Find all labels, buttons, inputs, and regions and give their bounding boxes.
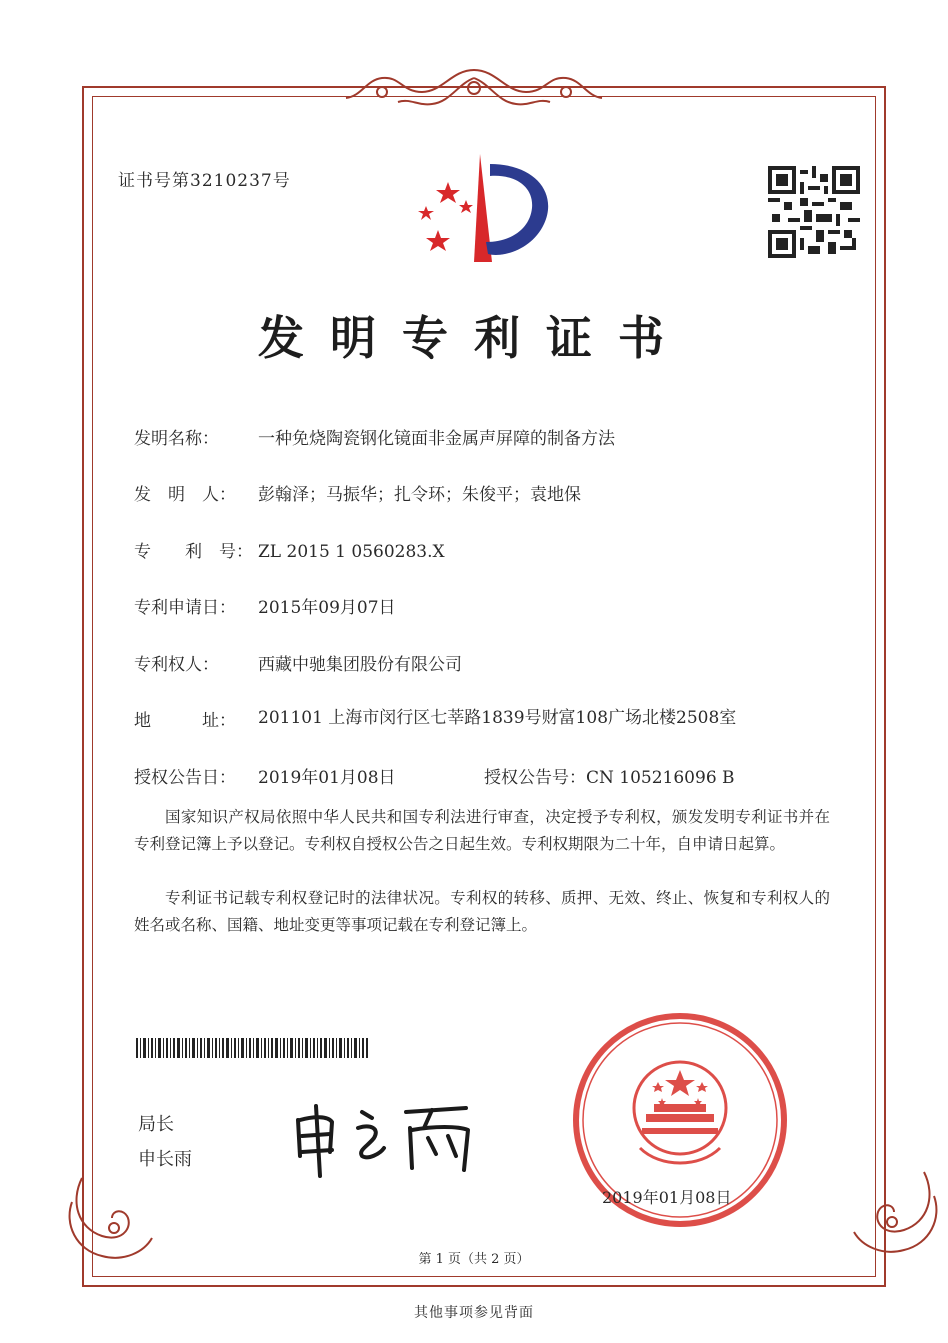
certificate-number: 证书号第3210237号: [118, 171, 291, 191]
director-name: 申长雨: [138, 1149, 192, 1170]
announcement-number-value: CN 105216096 B: [586, 768, 735, 788]
field-address: [134, 706, 748, 731]
field-label: 发 明 人：: [134, 485, 236, 505]
field-inventors: [134, 480, 581, 505]
field-label: 专利权人：: [134, 655, 219, 675]
body-paragraph: 国家知识产权局依照中华人民共和国专利法进行审查，决定授予专利权，颁发发明专利证书并在专利登记簿上予以登记。专利权自授权公告之日起生效。专利权期限为二十年，自申请日起算。: [134, 808, 830, 853]
field-label: 地 址：: [134, 711, 236, 731]
barcode-icon: [136, 1038, 368, 1058]
field-patent-number: [134, 537, 445, 562]
seal-date: 2019年01月08日: [602, 1188, 732, 1207]
field-label: 发明名称：: [134, 429, 219, 449]
announcement-date-label: 授权公告日：: [134, 768, 236, 788]
field-announcement: [134, 763, 735, 788]
field-value: ZL 2015 1 0560283.X: [258, 542, 445, 562]
announcement-date-value: 2019年01月08日: [258, 768, 396, 788]
body-paragraph: 专利证书记载专利权登记时的法律状况。专利权的转移、质押、无效、终止、恢复和专利权人的姓名或名称、国籍、地址变更等事项记载在专利登记簿上。: [134, 889, 830, 934]
director-title: 局长: [138, 1114, 174, 1135]
field-label: 专 利 号：: [134, 542, 253, 562]
top-ornament: [332, 62, 616, 116]
field-value: 一种免烧陶瓷钢化镜面非金属声屏障的制备方法: [258, 429, 615, 449]
cnipa-logo-icon: [408, 150, 558, 265]
field-value: 西藏中驰集团股份有限公司: [258, 655, 462, 675]
certificate-title: 发明专利证书: [258, 311, 690, 365]
field-value: 2015年09月07日: [258, 598, 396, 618]
footer-note: 其他事项参见背面: [414, 1305, 534, 1321]
field-value: 201101 上海市闵行区七莘路1839号财富108广场北楼2508室: [258, 708, 737, 728]
qr-code-icon: [768, 166, 860, 258]
field-application-date: [134, 593, 396, 618]
announcement-number-label: 授权公告号：: [484, 768, 586, 788]
field-value: 彭翰泽；马振华；扎令环；朱俊平；袁地保: [258, 485, 581, 505]
page-indicator: 第 1 页（共 2 页）: [418, 1252, 530, 1267]
field-patentee: [134, 650, 462, 675]
field-invention-name: [134, 424, 615, 449]
field-label: 专利申请日：: [134, 598, 236, 618]
director-signature: [288, 1098, 488, 1178]
